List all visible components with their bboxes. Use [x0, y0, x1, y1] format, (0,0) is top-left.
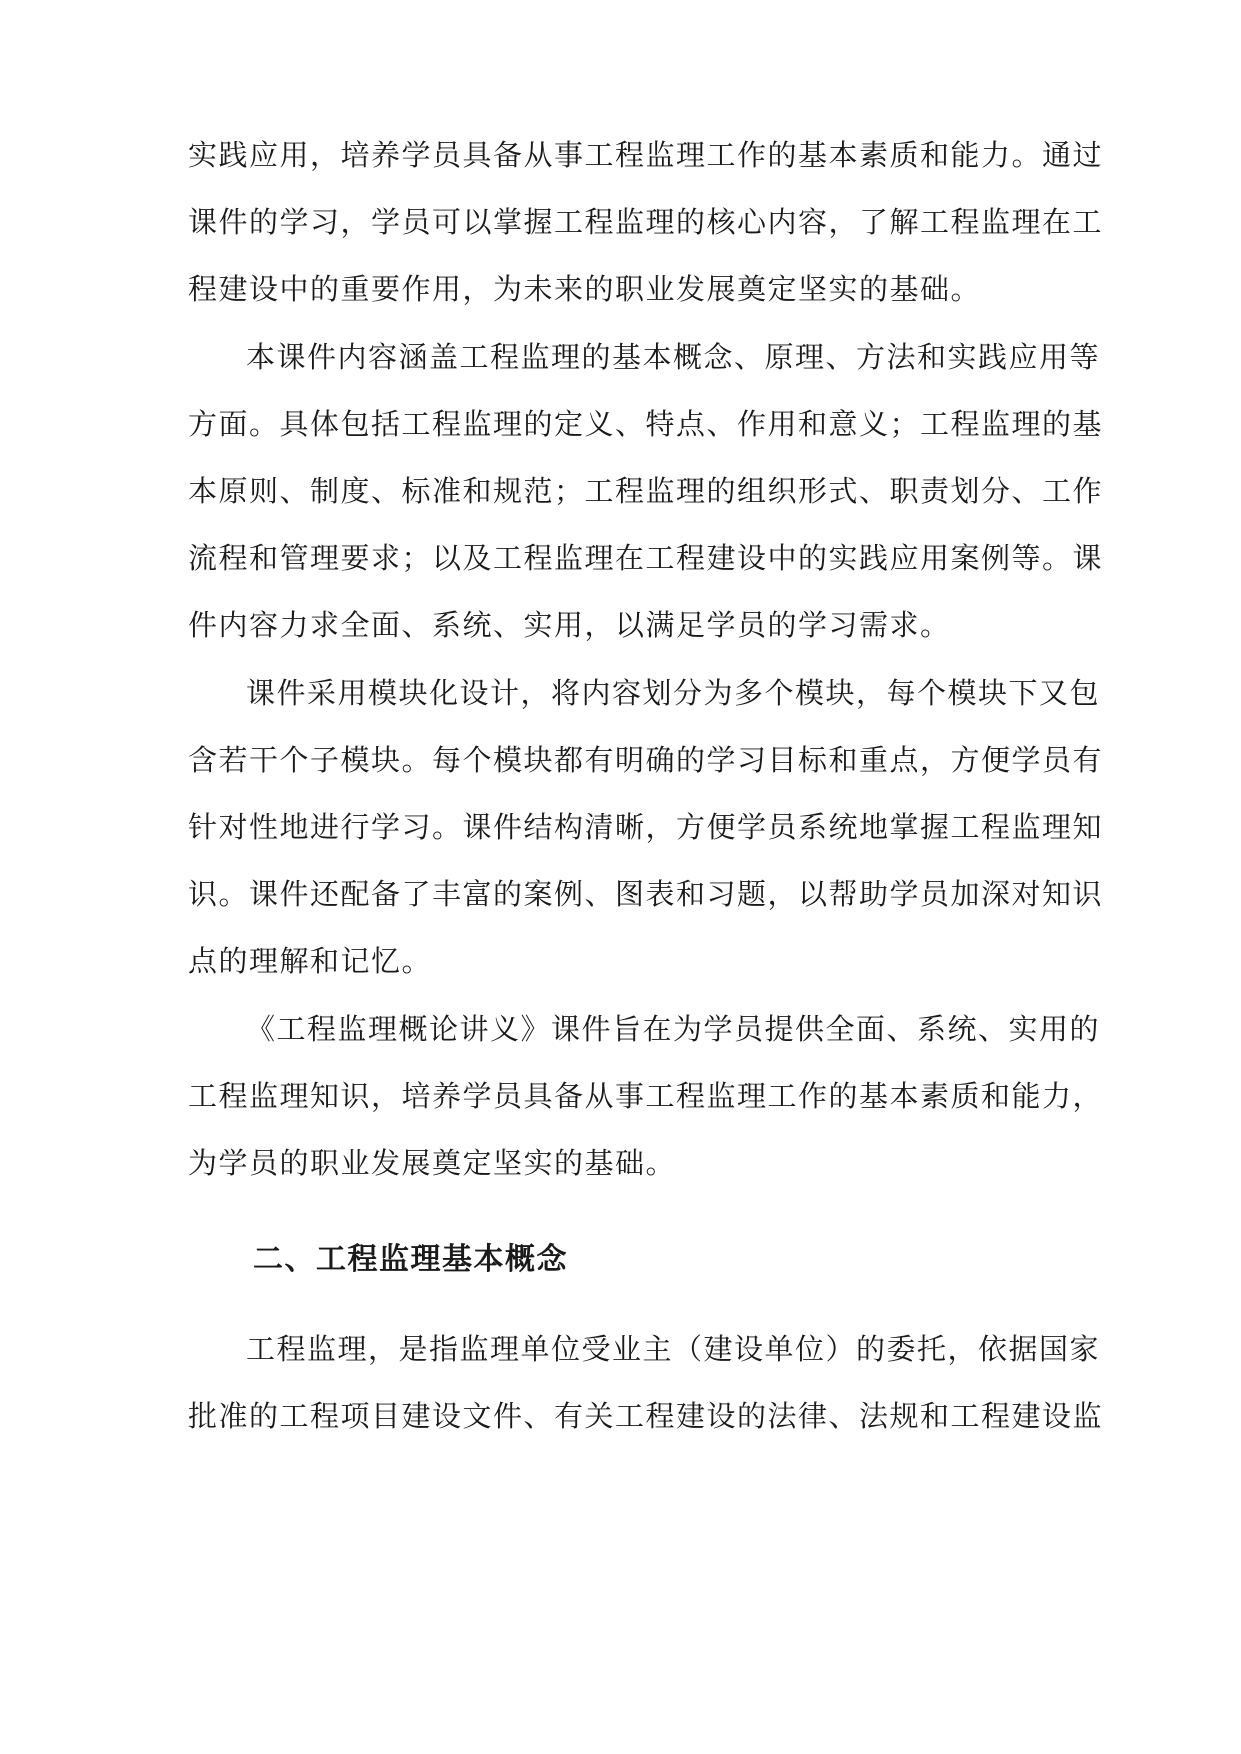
text-line: 《工程监理概论讲义》课件旨在为学员提供全面、系统、实用的 — [246, 1012, 1101, 1046]
text-line: 为学员的职业发展奠定坚实的基础。 — [188, 1146, 677, 1180]
text-line: 课件的学习，学员可以掌握工程监理的核心内容，了解工程监理在工 — [188, 205, 1104, 239]
text-line: 识。课件还配备了丰富的案例、图表和习题，以帮助学员加深对知识 — [188, 877, 1104, 911]
text-line: 实践应用，培养学员具备从事工程监理工作的基本素质和能力。通过 — [188, 138, 1104, 172]
section-heading: 二、工程监理基本概念 — [253, 1242, 568, 1277]
text-line: 针对性地进行学习。课件结构清晰，方便学员系统地掌握工程监理知 — [188, 810, 1104, 844]
text-line: 流程和管理要求；以及工程监理在工程建设中的实践应用案例等。课 — [188, 541, 1104, 575]
text-line: 批准的工程项目建设文件、有关工程建设的法律、法规和工程建设监 — [188, 1399, 1104, 1433]
text-line: 方面。具体包括工程监理的定义、特点、作用和意义；工程监理的基 — [188, 407, 1104, 441]
text-line: 工程监理知识，培养学员具备从事工程监理工作的基本素质和能力， — [188, 1079, 1104, 1113]
text-line: 件内容力求全面、系统、实用，以满足学员的学习需求。 — [188, 608, 951, 642]
text-line: 本课件内容涵盖工程监理的基本概念、原理、方法和实践应用等 — [246, 340, 1101, 374]
text-line: 工程监理，是指监理单位受业主（建设单位）的委托，依据国家 — [246, 1332, 1101, 1366]
text-line: 程建设中的重要作用，为未来的职业发展奠定坚实的基础。 — [188, 272, 982, 306]
text-line: 本原则、制度、标准和规范；工程监理的组织形式、职责划分、工作 — [188, 474, 1104, 508]
text-line: 课件采用模块化设计，将内容划分为多个模块，每个模块下又包 — [246, 676, 1101, 710]
text-line: 含若干个子模块。每个模块都有明确的学习目标和重点，方便学员有 — [188, 743, 1104, 777]
text-line: 点的理解和记忆。 — [188, 944, 433, 978]
